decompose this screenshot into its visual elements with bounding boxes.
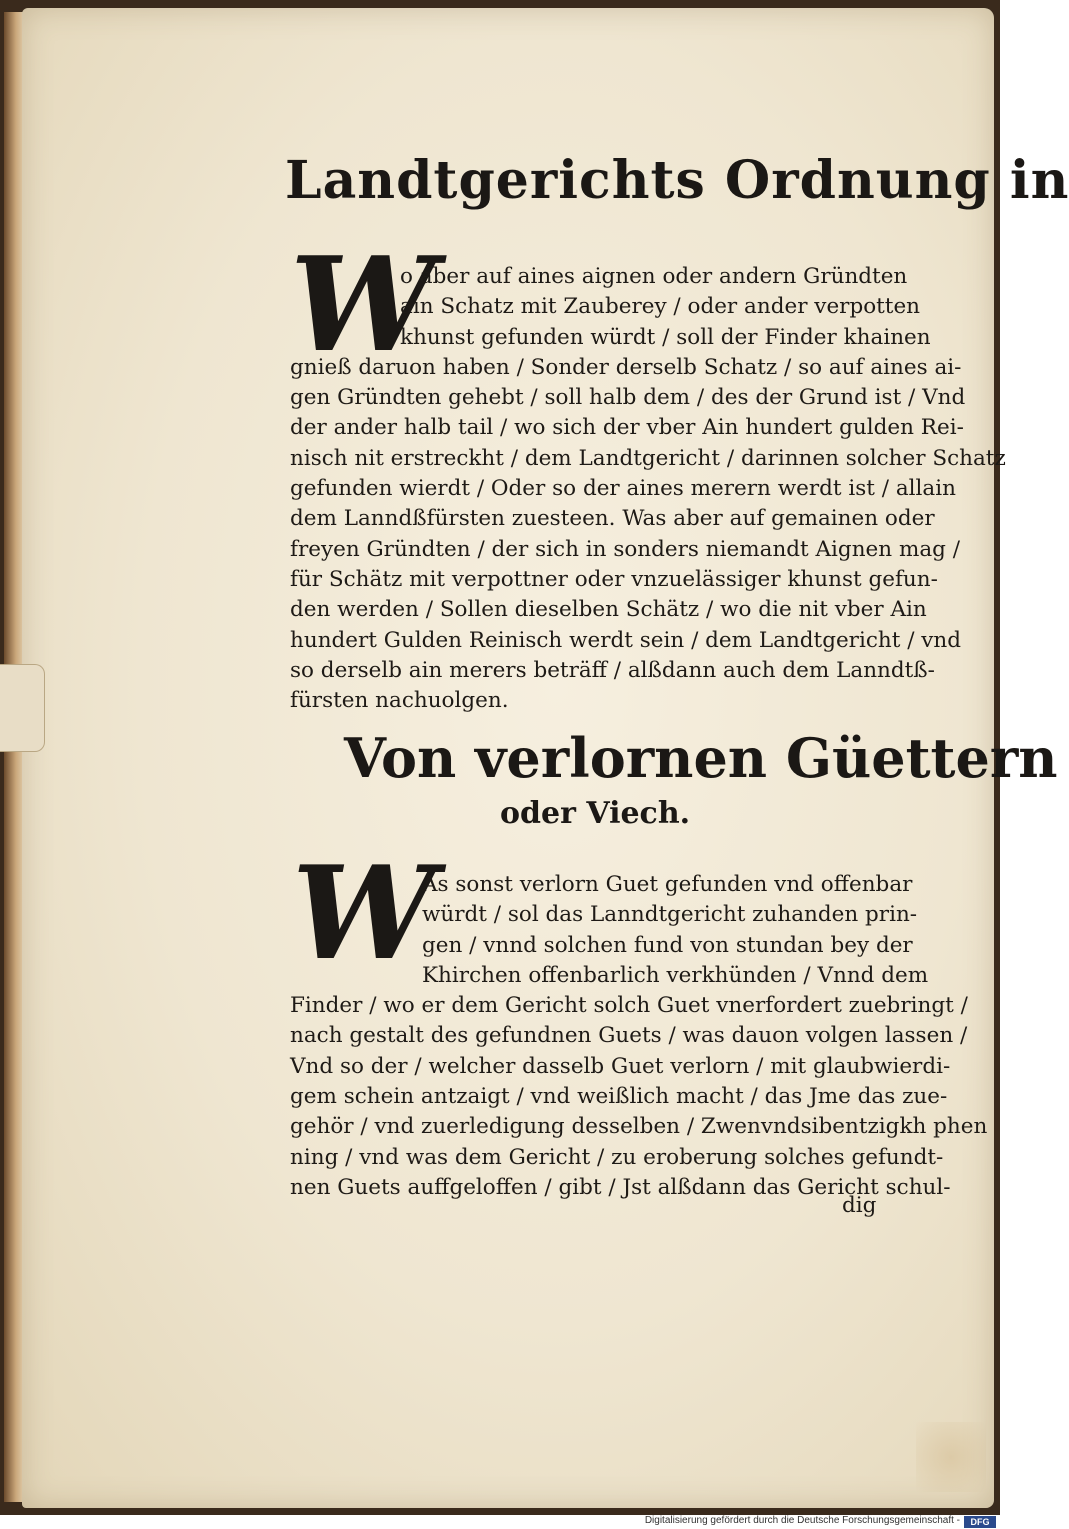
text-line: Finder / wo er dem Gericht solch Guet vnerfordert zuebringt /: [290, 993, 968, 1019]
text-line: As sonst verlorn Guet gefunden vnd offenbar: [422, 872, 913, 897]
text-line: o aber auf aines aignen oder andern Gründten: [400, 264, 908, 289]
text-line: für Schätz mit verpottner oder vnzuelässiger khunst gefun-: [290, 566, 938, 592]
text-line: ning / vnd was dem Gericht / zu eroberung solches gefundt-: [290, 1144, 944, 1170]
text-line: der ander halb tail / wo sich der vber Ain hundert gulden Rei-: [290, 415, 964, 441]
text-line: gen / vnnd solchen fund von stundan bey der: [422, 932, 913, 958]
section-heading: Von verlornen Güettern: [344, 726, 1058, 790]
text-line: gem schein antzaigt / vnd weißlich macht / das Jme das zue-: [290, 1084, 948, 1110]
text-line: gnieß daruon haben / Sonder derselb Schatz / so auf aines ai-: [290, 354, 962, 380]
paragraph-lost-goods: [290, 870, 988, 1203]
decorated-initial-2: W: [292, 839, 436, 989]
text-line: gefunden wierdt / Oder so der aines merern werdt ist / allain: [290, 476, 956, 502]
paper-stain: [916, 1422, 986, 1492]
text-line: Vnd so der / welcher dasselb Guet verlorn / mit glaubwierdi-: [290, 1053, 951, 1079]
text-line: nen Guets auffgeloffen / gibt / Jst alßdann das Gericht schul-: [290, 1174, 951, 1200]
running-title: Landtgerichts Ordnung in: [285, 150, 1069, 211]
text-line: so derselb ain merers beträff / alßdann auch dem Lanndtß-: [290, 657, 935, 683]
dfg-logo: DFG: [964, 1516, 996, 1528]
text-line: nisch nit erstreckht / dem Landtgericht / darinnen solcher Schatz: [290, 445, 1006, 471]
footer-bar: [0, 1515, 1000, 1529]
text-line: hundert Gulden Reinisch werdt sein / dem Landtgericht / vnd: [290, 627, 962, 653]
text-line: gen Gründten gehebt / soll halb dem / des der Grund ist / Vnd: [290, 385, 966, 411]
paragraph-treasure: [290, 262, 1006, 716]
text-line: khunst gefunden würdt / soll der Finder khainen: [400, 324, 931, 350]
text-line: nach gestalt des gefundnen Guets / was dauon volgen lassen /: [290, 1023, 968, 1049]
text-line: dem Lanndßfürsten zuesteen. Was aber auf gemainen oder: [290, 506, 935, 532]
text-line: den werden / Sollen dieselben Schätz / wo die nit vber Ain: [290, 597, 927, 623]
text-line: gehör / vnd zuerledigung desselben / Zwenvndsibentzigkh phen: [290, 1114, 988, 1140]
text-line: fürsten nachuolgen.: [290, 688, 509, 714]
section-subheading: oder Viech.: [500, 796, 691, 831]
catchword: dig: [842, 1193, 877, 1218]
text-line: Khirchen offenbarlich verkhünden / Vnnd dem: [422, 962, 929, 988]
funding-credit: Digitalisierung gefördert durch die Deutsche Forschungsgemeinschaft -: [644, 1515, 960, 1526]
decorated-initial-1: W: [290, 228, 436, 381]
text-line: freyen Gründten / der sich in sonders niemandt Aignen mag /: [290, 536, 960, 562]
bookmark-tab: [0, 664, 45, 752]
text-line: ain Schatz mit Zauberey / oder ander verpotten: [400, 294, 921, 320]
text-line: würdt / sol das Lanndtgericht zuhanden prin-: [422, 902, 918, 928]
